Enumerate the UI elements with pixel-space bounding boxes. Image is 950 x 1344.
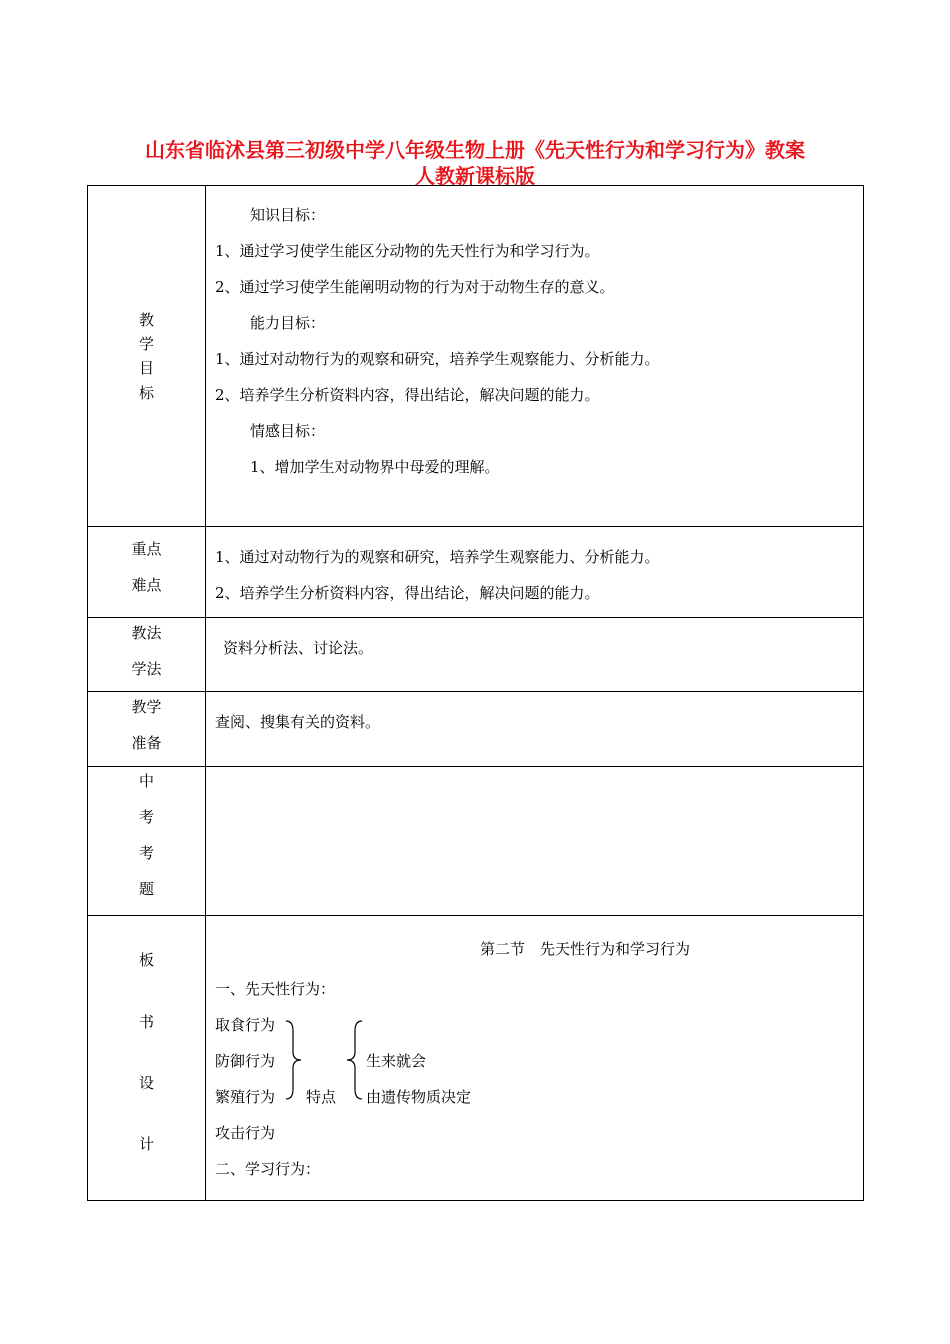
feature-item: 生来就会 bbox=[366, 1052, 427, 1070]
knowledge-heading: 知识目标： bbox=[250, 206, 326, 224]
behavior-item: 攻击行为 bbox=[215, 1124, 276, 1142]
left-brace-icon bbox=[344, 1019, 364, 1101]
label-char: 教 bbox=[138, 311, 154, 329]
label-char: 题 bbox=[138, 880, 154, 898]
content-board bbox=[206, 916, 864, 1201]
label-char: 计 bbox=[138, 1135, 154, 1153]
behavior-item: 取食行为 bbox=[215, 1016, 276, 1034]
objective-line: 1、增加学生对动物界中母爱的理解。 bbox=[250, 458, 500, 476]
methods-line: 资料分析法、讨论法。 bbox=[223, 639, 374, 657]
label-objectives bbox=[88, 186, 206, 527]
behavior-item: 繁殖行为 bbox=[215, 1088, 276, 1106]
board-section-2: 二、学习行为： bbox=[215, 1160, 321, 1178]
row-objectives bbox=[88, 186, 864, 527]
objective-line: 1、通过对动物行为的观察和研究，培养学生观察能力、分析能力。 bbox=[215, 350, 660, 368]
key-point-line: 2、培养学生分析资料内容，得出结论，解决问题的能力。 bbox=[215, 584, 600, 602]
right-brace-icon bbox=[284, 1019, 304, 1101]
label-char: 考 bbox=[138, 808, 154, 826]
content-exam bbox=[206, 767, 864, 916]
objective-line: 2、通过学习使学生能阐明动物的行为对于动物生存的意义。 bbox=[215, 278, 615, 296]
label-char: 中 bbox=[138, 772, 154, 790]
label-board bbox=[88, 916, 206, 1201]
label-text: 重点 bbox=[131, 540, 162, 558]
row-board bbox=[88, 916, 864, 1201]
label-char: 标 bbox=[138, 384, 154, 402]
content-methods bbox=[206, 618, 864, 692]
label-exam bbox=[88, 767, 206, 916]
label-char: 目 bbox=[138, 359, 154, 377]
label-char: 书 bbox=[138, 1013, 154, 1031]
objective-line: 1、通过学习使学生能区分动物的先天性行为和学习行为。 bbox=[215, 242, 600, 260]
key-point-line: 1、通过对动物行为的观察和研究，培养学生观察能力、分析能力。 bbox=[215, 548, 660, 566]
row-exam bbox=[88, 767, 864, 916]
emotion-heading: 情感目标： bbox=[250, 422, 326, 440]
row-methods bbox=[88, 618, 864, 692]
document-title-line2: 人教新课标版 bbox=[415, 164, 535, 188]
label-char: 板 bbox=[138, 951, 154, 969]
label-text: 准备 bbox=[131, 734, 162, 752]
label-preparation bbox=[88, 692, 206, 767]
label-methods bbox=[88, 618, 206, 692]
row-key-points bbox=[88, 527, 864, 618]
content-key-points bbox=[206, 527, 864, 618]
content-objectives bbox=[206, 186, 864, 527]
ability-heading: 能力目标： bbox=[250, 314, 326, 332]
objective-line: 2、培养学生分析资料内容，得出结论，解决问题的能力。 bbox=[215, 386, 600, 404]
feature-label: 特点 bbox=[306, 1088, 337, 1106]
feature-item: 由遗传物质决定 bbox=[366, 1088, 472, 1106]
lesson-plan-table bbox=[87, 185, 864, 1201]
board-heading: 第二节 先天性行为和学习行为 bbox=[480, 940, 691, 958]
label-text: 学法 bbox=[131, 660, 162, 678]
content-preparation bbox=[206, 692, 864, 767]
label-text: 难点 bbox=[131, 576, 162, 594]
label-char: 设 bbox=[138, 1074, 154, 1092]
label-char: 考 bbox=[138, 844, 154, 862]
label-text: 教学 bbox=[131, 698, 162, 716]
label-key-points bbox=[88, 527, 206, 618]
document-title-line1: 山东省临沭县第三初级中学八年级生物上册《先天性行为和学习行为》教案 bbox=[145, 138, 805, 162]
row-preparation bbox=[88, 692, 864, 767]
preparation-line: 查阅、搜集有关的资料。 bbox=[215, 713, 381, 731]
board-section-1: 一、先天性行为： bbox=[215, 980, 336, 998]
label-text: 教法 bbox=[131, 624, 162, 642]
label-char: 学 bbox=[138, 335, 154, 353]
behavior-item: 防御行为 bbox=[215, 1052, 276, 1070]
